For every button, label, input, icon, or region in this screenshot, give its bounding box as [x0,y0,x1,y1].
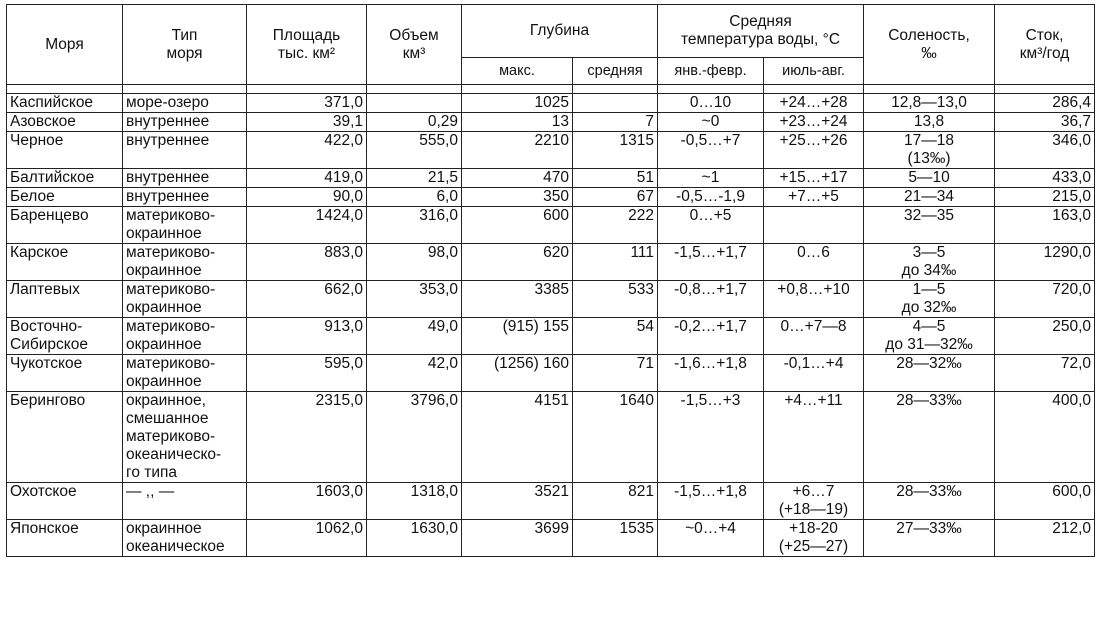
cell-sea: Восточно- Сибирское [7,318,123,355]
table-row [7,355,1095,392]
table-row [7,392,1095,483]
header-salinity-line1: Соленость, [888,26,970,44]
cell-temp-winter: -1,5…+3 [658,392,764,483]
cell-area: 883,0 [247,244,367,281]
cell-depth-max: 3385 [462,281,573,318]
cell-sea: Черное [7,132,123,169]
header-temp-winter: янв.-февр. [658,58,764,85]
cell-volume: 555,0 [367,132,462,169]
header-type-line1: Тип [171,26,198,44]
cell-sea: Чукотское [7,355,123,392]
cell-temp-summer: +18-20 (+25—27) [764,520,864,557]
cell-volume: 49,0 [367,318,462,355]
header-depth-label: Глубина [529,22,590,39]
cell-runoff: 433,0 [995,169,1095,188]
cell-depth-max: 13 [462,113,573,132]
cell-depth-avg: 111 [573,244,658,281]
cell-temp-winter: -1,5…+1,7 [658,244,764,281]
cell-depth-avg: 54 [573,318,658,355]
cell-area: 1603,0 [247,483,367,520]
cell-volume: 6,0 [367,188,462,207]
cell-depth-avg [573,94,658,113]
cell-salinity: 28—33‰ [864,392,995,483]
cell-volume: 316,0 [367,207,462,244]
cell-salinity: 28—32‰ [864,355,995,392]
cell-sea: Азовское [7,113,123,132]
cell-area: 662,0 [247,281,367,318]
cell-type: окраинное океаническое [123,520,247,557]
cell-temp-summer: +23…+24 [764,113,864,132]
cell-sea: Лаптевых [7,281,123,318]
cell-volume: 1318,0 [367,483,462,520]
cell-depth-max: 600 [462,207,573,244]
cell-volume: 353,0 [367,281,462,318]
cell-salinity: 21—34 [864,188,995,207]
seas-table [6,4,1095,557]
cell-type: материково- окраинное [123,281,247,318]
cell-runoff: 1290,0 [995,244,1095,281]
cell-area: 422,0 [247,132,367,169]
header-area-line2: тыс. км² [277,44,336,62]
header-volume-line1: Объем [389,26,439,44]
header-temp-line2: температура воды, °C [680,31,841,48]
cell-area: 419,0 [247,169,367,188]
table-row [7,94,1095,113]
cell-runoff: 600,0 [995,483,1095,520]
cell-depth-avg: 67 [573,188,658,207]
cell-depth-avg: 533 [573,281,658,318]
cell-depth-avg: 1315 [573,132,658,169]
table-row [7,244,1095,281]
cell-salinity: 4—5 до 31—32‰ [864,318,995,355]
cell-volume: 0,29 [367,113,462,132]
cell-depth-max: 3699 [462,520,573,557]
cell-temp-summer: +7…+5 [764,188,864,207]
cell-runoff: 212,0 [995,520,1095,557]
table-row [7,207,1095,244]
cell-depth-avg: 51 [573,169,658,188]
cell-runoff: 215,0 [995,188,1095,207]
cell-depth-avg: 1535 [573,520,658,557]
cell-type: внутреннее [123,188,247,207]
cell-temp-summer: +25…+26 [764,132,864,169]
table-row [7,281,1095,318]
cell-depth-max: 3521 [462,483,573,520]
cell-runoff: 286,4 [995,94,1095,113]
header-volume-line2: км³ [402,44,426,62]
header-spacer-row [7,85,1095,94]
cell-depth-max: 620 [462,244,573,281]
cell-temp-winter: ~1 [658,169,764,188]
cell-type: материково- окраинное [123,207,247,244]
cell-sea: Охотское [7,483,123,520]
header-depth-avg: средняя [573,58,658,85]
cell-type: море-озеро [123,94,247,113]
cell-salinity: 17—18 (13‰) [864,132,995,169]
cell-depth-avg: 71 [573,355,658,392]
cell-depth-avg: 7 [573,113,658,132]
cell-temp-summer [764,207,864,244]
cell-temp-summer: +4…+11 [764,392,864,483]
cell-temp-winter: -0,2…+1,7 [658,318,764,355]
cell-depth-max: (1256) 160 [462,355,573,392]
seas-table-sheet [6,4,1094,557]
table-row [7,520,1095,557]
cell-area: 2315,0 [247,392,367,483]
cell-sea: Каспийское [7,94,123,113]
cell-temp-winter: -1,5…+1,8 [658,483,764,520]
cell-temp-winter: 0…+5 [658,207,764,244]
cell-salinity: 13,8 [864,113,995,132]
table-row [7,318,1095,355]
cell-depth-avg: 821 [573,483,658,520]
header-sea [7,5,123,85]
header-depth-max: макс. [462,58,573,85]
header-runoff [995,5,1095,85]
cell-type: внутреннее [123,132,247,169]
table-row [7,132,1095,169]
cell-temp-summer: 0…+7—8 [764,318,864,355]
cell-area: 1062,0 [247,520,367,557]
cell-salinity: 27—33‰ [864,520,995,557]
cell-runoff: 720,0 [995,281,1095,318]
table-row [7,113,1095,132]
cell-temp-winter: -0,8…+1,7 [658,281,764,318]
cell-temp-summer: +6…7 (+18—19) [764,483,864,520]
cell-volume: 21,5 [367,169,462,188]
cell-depth-max: 470 [462,169,573,188]
cell-type: внутреннее [123,169,247,188]
cell-temp-winter: ~0…+4 [658,520,764,557]
header-salinity [864,5,995,85]
cell-temp-summer: +15…+17 [764,169,864,188]
cell-type: окраинное, смешанное материково- океаническо- го типа [123,392,247,483]
cell-type: материково- окраинное [123,318,247,355]
cell-temp-winter: -1,6…+1,8 [658,355,764,392]
cell-salinity: 5—10 [864,169,995,188]
cell-area: 595,0 [247,355,367,392]
table-body [7,85,1095,557]
cell-type: материково- окраинное [123,244,247,281]
header-type-line2: моря [166,44,203,62]
cell-temp-winter: -0,5…+7 [658,132,764,169]
table-header [7,5,1095,85]
cell-temp-summer: 0…6 [764,244,864,281]
cell-sea: Баренцево [7,207,123,244]
cell-depth-max: 2210 [462,132,573,169]
cell-type: внутреннее [123,113,247,132]
cell-temp-winter: ~0 [658,113,764,132]
cell-temp-summer: +24…+28 [764,94,864,113]
cell-type: материково- окраинное [123,355,247,392]
header-area-line1: Площадь [272,26,341,44]
cell-area: 1424,0 [247,207,367,244]
cell-salinity: 3—5 до 34‰ [864,244,995,281]
header-type [123,5,247,85]
header-salinity-line2: ‰ [921,44,937,62]
cell-runoff: 72,0 [995,355,1095,392]
cell-area: 90,0 [247,188,367,207]
header-temp-line1: Средняя [729,13,792,30]
cell-sea: Берингово [7,392,123,483]
cell-temp-winter: -0,5…-1,9 [658,188,764,207]
header-depth [462,5,658,58]
header-area [247,5,367,85]
header-runoff-line1: Сток, [1025,26,1064,44]
cell-type: — ,, — [123,483,247,520]
cell-sea: Японское [7,520,123,557]
cell-runoff: 36,7 [995,113,1095,132]
cell-depth-max: 1025 [462,94,573,113]
cell-temp-summer: -0,1…+4 [764,355,864,392]
cell-salinity: 28—33‰ [864,483,995,520]
header-sea-label: Моря [45,35,84,53]
cell-sea: Балтийское [7,169,123,188]
cell-salinity: 12,8—13,0 [864,94,995,113]
cell-sea: Белое [7,188,123,207]
table-row [7,188,1095,207]
header-volume [367,5,462,85]
cell-area: 913,0 [247,318,367,355]
header-runoff-line2: км³/год [1019,44,1070,62]
cell-volume: 98,0 [367,244,462,281]
cell-runoff: 250,0 [995,318,1095,355]
cell-volume: 1630,0 [367,520,462,557]
cell-depth-max: (915) 155 [462,318,573,355]
cell-salinity: 1—5 до 32‰ [864,281,995,318]
cell-volume [367,94,462,113]
cell-depth-avg: 222 [573,207,658,244]
cell-runoff: 400,0 [995,392,1095,483]
cell-depth-max: 4151 [462,392,573,483]
cell-temp-winter: 0…10 [658,94,764,113]
table-row [7,483,1095,520]
cell-temp-summer: +0,8…+10 [764,281,864,318]
header-temperature [658,5,864,58]
cell-depth-max: 350 [462,188,573,207]
cell-runoff: 346,0 [995,132,1095,169]
cell-volume: 3796,0 [367,392,462,483]
table-row [7,169,1095,188]
cell-runoff: 163,0 [995,207,1095,244]
cell-area: 371,0 [247,94,367,113]
header-temp-summer: июль-авг. [764,58,864,85]
cell-sea: Карское [7,244,123,281]
cell-area: 39,1 [247,113,367,132]
cell-salinity: 32—35 [864,207,995,244]
cell-depth-avg: 1640 [573,392,658,483]
cell-volume: 42,0 [367,355,462,392]
